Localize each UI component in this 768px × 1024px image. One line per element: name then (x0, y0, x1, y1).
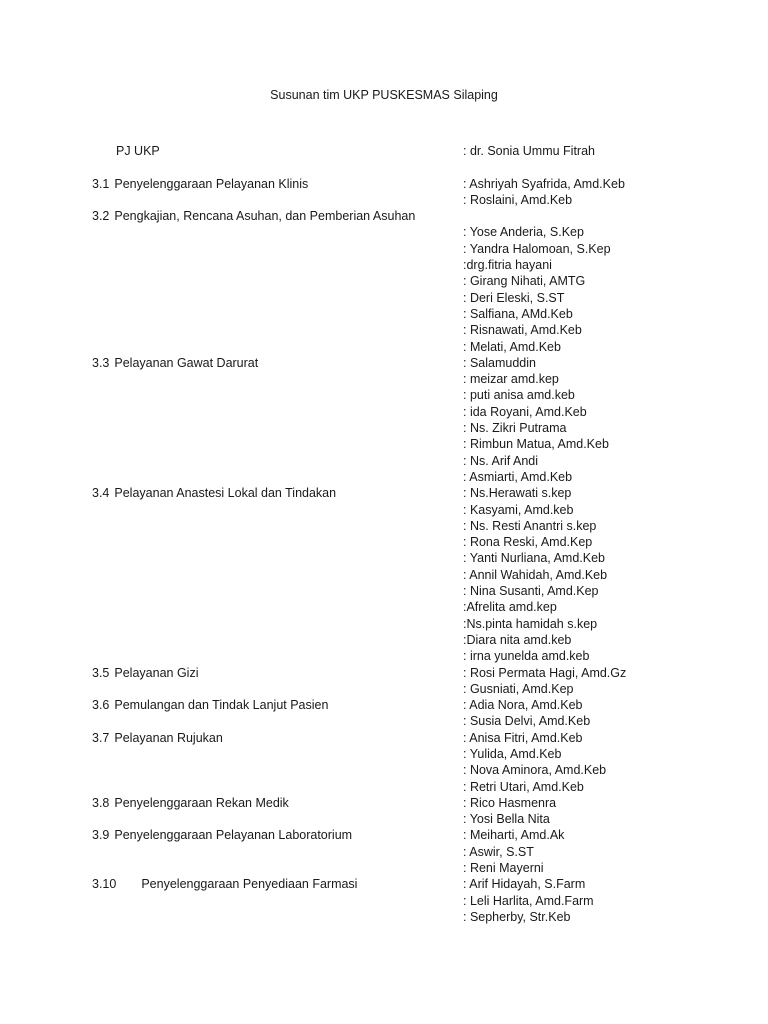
list-item (0, 273, 768, 289)
member-name: : Susia Delvi, Amd.Keb (463, 714, 591, 729)
section-number: 3.5 (92, 665, 110, 680)
member-name: : Aswir, S.ST (463, 844, 534, 859)
section-heading (92, 876, 357, 892)
list-item (0, 681, 768, 697)
list-item (0, 632, 768, 648)
member-name: : Melati, Amd.Keb (463, 339, 561, 354)
list-item (0, 453, 768, 469)
document-title: Susunan tim UKP PUSKESMAS Silaping (270, 88, 498, 102)
member-name: : irna yunelda amd.keb (463, 649, 590, 664)
section-heading (92, 665, 198, 681)
section-label: Pelayanan Anastesi Lokal dan Tindakan (114, 486, 337, 501)
member-name: : puti anisa amd.keb (463, 388, 575, 403)
list-item (0, 795, 768, 811)
list-item (0, 192, 768, 208)
section-number: 3.3 (92, 355, 110, 370)
list-item (0, 648, 768, 664)
member-name: : Yulida, Amd.Keb (463, 746, 562, 761)
member-name: : Reni Mayerni (463, 861, 544, 876)
list-item (0, 534, 768, 550)
member-name: : Meiharti, Amd.Ak (463, 828, 565, 843)
section-heading (92, 827, 352, 843)
section-heading (92, 795, 289, 811)
member-name: : Annil Wahidah, Amd.Keb (463, 567, 608, 582)
section-label: Penyelenggaraan Pelayanan Klinis (114, 176, 309, 191)
list-item (0, 371, 768, 387)
member-name: : Yandra Halomoan, S.Kep (463, 241, 611, 256)
list-item (0, 599, 768, 615)
list-item (0, 241, 768, 257)
section-label: Penyelenggaraan Penyediaan Farmasi (141, 877, 358, 892)
member-name: : Girang Nihati, AMTG (463, 274, 586, 289)
member-name: : Rico Hasmenra (463, 795, 557, 810)
list-item (0, 404, 768, 420)
pj-value: : dr. Sonia Ummu Fitrah (463, 144, 595, 158)
list-item (0, 616, 768, 632)
list-item (0, 909, 768, 925)
list-item (0, 730, 768, 746)
member-name: : Nina Susanti, Amd.Kep (463, 584, 599, 599)
list-item (0, 811, 768, 827)
list-item (0, 844, 768, 860)
list-item (0, 583, 768, 599)
list-item (0, 355, 768, 371)
member-name: : Ashriyah Syafrida, Amd.Keb (463, 176, 625, 191)
section-label: Pelayanan Rujukan (114, 730, 223, 745)
team-list (0, 143, 768, 925)
section-label: Pelayanan Gawat Darurat (114, 355, 259, 370)
list-item (0, 290, 768, 306)
member-name: : Arif Hidayah, S.Farm (463, 877, 586, 892)
pj-label: PJ UKP (116, 144, 160, 158)
section-label: Pemulangan dan Tindak Lanjut Pasien (114, 698, 329, 713)
pj-row (0, 143, 768, 159)
member-name: :Diara nita amd.keb (463, 632, 572, 647)
list-item (0, 224, 768, 240)
member-name: :drg.fitria hayani (463, 258, 552, 273)
section-number: 3.9 (92, 828, 110, 843)
section-label: Penyelenggaraan Pelayanan Laboratorium (114, 828, 353, 843)
member-name: : Rosi Permata Hagi, Amd.Gz (463, 665, 627, 680)
member-name: : Ns.Herawati s.kep (463, 486, 572, 501)
member-name: : Leli Harlita, Amd.Farm (463, 893, 594, 908)
section-number: 3.6 (92, 698, 110, 713)
list-item (0, 713, 768, 729)
list-item (0, 665, 768, 681)
section-number: 3.1 (92, 176, 110, 191)
list-item (0, 469, 768, 485)
list-item (0, 436, 768, 452)
list-item (0, 176, 768, 192)
member-name: : Yanti Nurliana, Amd.Keb (463, 551, 605, 566)
member-name: : Rona Reski, Amd.Kep (463, 535, 593, 550)
member-name: : Kasyami, Amd.keb (463, 502, 574, 517)
section-number: 3.4 (92, 486, 110, 501)
member-name: : Rimbun Matua, Amd.Keb (463, 437, 609, 452)
member-name: : Risnawati, Amd.Keb (463, 323, 582, 338)
list-item (0, 550, 768, 566)
section-heading (92, 697, 328, 713)
member-name: : Retri Utari, Amd.Keb (463, 779, 584, 794)
member-name: : Deri Eleski, S.ST (463, 290, 565, 305)
list-item (0, 420, 768, 436)
list-item (0, 762, 768, 778)
section-number: 3.7 (92, 730, 110, 745)
member-name: : Yose Anderia, S.Kep (463, 225, 584, 240)
member-name: : Adia Nora, Amd.Keb (463, 698, 583, 713)
list-item (0, 567, 768, 583)
member-name: : Asmiarti, Amd.Keb (463, 469, 573, 484)
member-name: : meizar amd.kep (463, 372, 559, 387)
member-name: : Ns. Arif Andi (463, 453, 539, 468)
list-item (0, 827, 768, 843)
list-item (0, 893, 768, 909)
list-item (0, 697, 768, 713)
section-heading (92, 485, 336, 501)
list-item (0, 518, 768, 534)
section-number: 3.8 (92, 795, 110, 810)
member-name: : Roslaini, Amd.Keb (463, 192, 573, 207)
member-name: : ida Royani, Amd.Keb (463, 404, 587, 419)
list-item (0, 779, 768, 795)
list-item (0, 387, 768, 403)
section-label: Pengkajian, Rencana Asuhan, dan Pemberian Asuhan (114, 209, 416, 224)
member-name: : Yosi Bella Nita (463, 812, 550, 827)
member-name: : Gusniati, Amd.Kep (463, 681, 574, 696)
section-heading (92, 176, 308, 192)
list-item (0, 339, 768, 355)
member-name: : Salfiana, AMd.Keb (463, 306, 573, 321)
member-name: : Nova Aminora, Amd.Keb (463, 763, 607, 778)
member-name: :Ns.pinta hamidah s.kep (463, 616, 598, 631)
member-name: : Ns. Zikri Putrama (463, 421, 567, 436)
section-number: 3.2 (92, 209, 110, 224)
list-item (0, 502, 768, 518)
member-name: : Anisa Fitri, Amd.Keb (463, 730, 583, 745)
list-item (0, 860, 768, 876)
section-heading (92, 730, 223, 746)
list-item (0, 257, 768, 273)
section-label: Pelayanan Gizi (114, 665, 199, 680)
list-item (0, 746, 768, 762)
member-name: : Salamuddin (463, 355, 536, 370)
member-name: : Ns. Resti Anantri s.kep (463, 518, 597, 533)
member-name: :Afrelita amd.kep (463, 600, 557, 615)
list-item (0, 876, 768, 892)
list-item (0, 306, 768, 322)
section-label: Penyelenggaraan Rekan Medik (114, 795, 289, 810)
list-item (0, 322, 768, 338)
section-heading (92, 355, 258, 371)
section-number: 3.10 (92, 877, 117, 892)
list-item (0, 485, 768, 501)
list-item (0, 208, 768, 224)
member-name: : Sepherby, Str.Keb (463, 909, 571, 924)
section-heading (92, 208, 415, 224)
